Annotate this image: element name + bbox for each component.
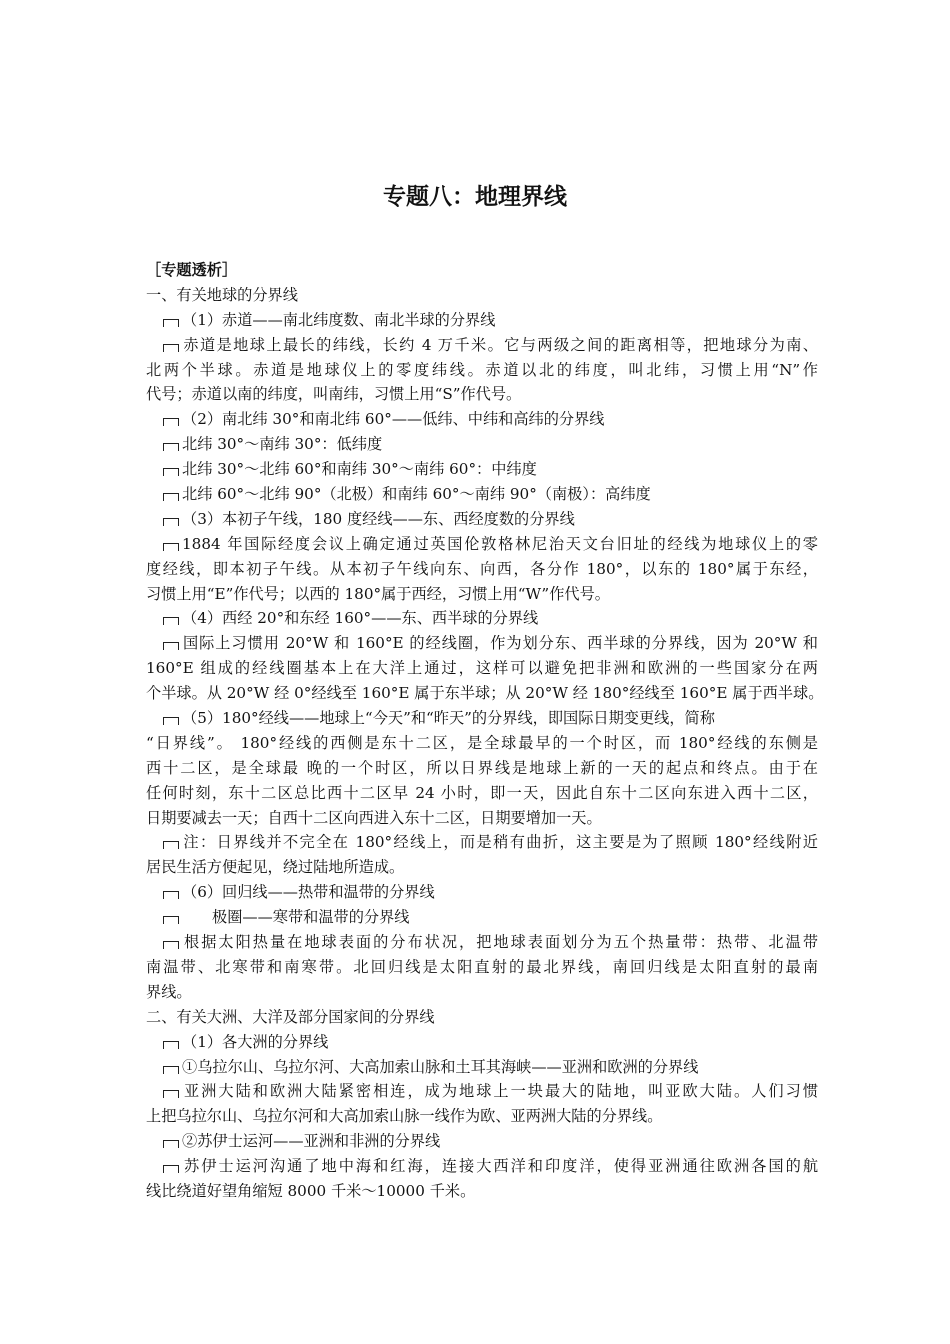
- paragraph-line: （6）回归线——热带和温带的分界线: [146, 880, 818, 905]
- paragraph-line: 苏伊士运河沟通了地中海和红海，连接大西洋和印度洋，使得亚洲通往欧洲各国的航: [146, 1154, 818, 1179]
- paragraph-line: 1884 年国际经度会议上确定通过英国伦敦格林尼治天文台旧址的经线为地球仪上的零: [146, 532, 818, 557]
- paragraph-line: （4）西经 20°和东经 160°——东、西半球的分界线: [146, 606, 818, 631]
- section-heading: ［专题透析］: [146, 261, 238, 279]
- paragraph-line: 亚洲大陆和欧洲大陆紧密相连，成为地球上一块最大的陆地，叫亚欧大陆。人们习惯: [146, 1079, 818, 1104]
- paragraph-mark-icon: [163, 443, 179, 451]
- paragraph-mark-icon: [163, 1041, 179, 1049]
- paragraph-mark-icon: [163, 916, 179, 924]
- paragraph-line: 北纬 30°～北纬 60°和南纬 30°～南纬 60°：中纬度: [146, 457, 818, 482]
- paragraph-line: “日界线”。 180°经线的西侧是东十二区，是全球最早的一个时区，而 180°经线的东侧是: [146, 733, 818, 752]
- paragraph-line: 根据太阳热量在地球表面的分布状况，把地球表面划分为五个热量带：热带、北温带: [146, 930, 818, 955]
- paragraph-mark-icon: [163, 1090, 179, 1098]
- paragraph-mark-icon: [163, 891, 179, 899]
- paragraph-line: 居民生活方便起见，绕过陆地所造成。: [146, 858, 405, 877]
- paragraph-line: 极圈——寒带和温带的分界线: [146, 905, 818, 930]
- paragraph-line: ①乌拉尔山、乌拉尔河、大高加索山脉和土耳其海峡——亚洲和欧洲的分界线: [146, 1055, 818, 1080]
- paragraph-line: （3）本初子午线，180 度经线——东、西经度数的分界线: [146, 507, 818, 532]
- paragraph-mark-icon: [163, 518, 179, 526]
- paragraph-mark-icon: [163, 941, 179, 949]
- paragraph-mark-icon: [163, 1165, 179, 1173]
- paragraph-line: 日期要减去一天；自西十二区向西进入东十二区，日期要增加一天。: [146, 808, 602, 827]
- paragraph-mark-icon: [163, 1140, 179, 1148]
- paragraph-line: 南温带、北寒带和南寒带。北回归线是太阳直射的最北界线，南回归线是太阳直射的最南: [146, 957, 818, 976]
- paragraph-line: 北两个半球。赤道是地球仪上的零度纬线。赤道以北的纬度，叫北纬，习惯上用“N”作: [146, 360, 818, 379]
- paragraph-line: 一、有关地球的分界线: [146, 285, 298, 304]
- paragraph-line: （5）180°经线——地球上“今天”和“昨天”的分界线，即国际日期变更线，简称: [146, 706, 818, 731]
- paragraph-line: 任何时刻，东十二区总比西十二区早 24 小时，即一天，因此自东十二区向东进入西十二区，: [146, 783, 818, 802]
- paragraph-line: 北纬 60°～北纬 90°（北极）和南纬 60°～南纬 90°（南极）：高纬度: [146, 482, 818, 507]
- document-body: [146, 258, 824, 1204]
- paragraph-line: （2）南北纬 30°和南北纬 60°——低纬、中纬和高纬的分界线: [146, 407, 818, 432]
- paragraph-mark-icon: [163, 493, 179, 501]
- paragraph-line: 界线。: [146, 982, 192, 1001]
- paragraph-line: （1）赤道——南北纬度数、南北半球的分界线: [146, 308, 818, 333]
- paragraph-line: 注：日界线并不完全在 180°经线上，而是稍有曲折，这主要是为了照顾 180°经线附近: [146, 830, 818, 855]
- paragraph-mark-icon: [163, 617, 179, 625]
- paragraph-mark-icon: [163, 418, 179, 426]
- paragraph-line: 上把乌拉尔山、乌拉尔河和大高加索山脉一线作为欧、亚两洲大陆的分界线。: [146, 1107, 663, 1126]
- paragraph-mark-icon: [163, 717, 179, 725]
- paragraph-line: ②苏伊士运河——亚洲和非洲的分界线: [146, 1129, 818, 1154]
- paragraph-mark-icon: [163, 468, 179, 476]
- paragraph-line: 160°E 组成的经线圈基本上在大洋上通过，这样可以避免把非洲和欧洲的一些国家分在两: [146, 659, 818, 678]
- paragraph-mark-icon: [163, 543, 179, 551]
- paragraph-line: 线比绕道好望角缩短 8000 千米～10000 千米。: [146, 1181, 476, 1200]
- paragraph-line: 西十二区，是全球最 晚的一个时区，所以日界线是地球上新的一天的起点和终点。由于在: [146, 758, 818, 777]
- page-title: 专题八：地理界线: [383, 184, 567, 210]
- paragraph-mark-icon: [163, 642, 179, 650]
- paragraph-mark-icon: [163, 344, 179, 352]
- paragraph-line: 习惯上用“E”作代号；以西的 180°属于西经，习惯上用“W”作代号。: [146, 584, 610, 603]
- paragraph-line: 二、有关大洲、大洋及部分国家间的分界线: [146, 1007, 435, 1026]
- paragraph-mark-icon: [163, 319, 179, 327]
- paragraph-line: （1）各大洲的分界线: [146, 1030, 818, 1055]
- paragraph-mark-icon: [163, 841, 179, 849]
- paragraph-line: 国际上习惯用 20°W 和 160°E 的经线圈，作为划分东、西半球的分界线，因为 20°W 和: [146, 631, 818, 656]
- paragraph-line: 北纬 30°～南纬 30°：低纬度: [146, 432, 818, 457]
- paragraph-line: 度经线，即本初子午线。从本初子午线向东、向西，各分作 180°，以东的 180°属于东经，: [146, 559, 818, 578]
- paragraph-mark-icon: [163, 1066, 179, 1074]
- paragraph-line: 代号；赤道以南的纬度，叫南纬，习惯上用“S”作代号。: [146, 385, 522, 404]
- paragraph-line: 个半球。从 20°W 经 0°经线至 160°E 属于东半球；从 20°W 经 180°经线至 160°E 属于西半球。: [146, 684, 824, 703]
- paragraph-line: 赤道是地球上最长的纬线，长约 4 万千米。它与两级之间的距离相等，把地球分为南、: [146, 333, 818, 358]
